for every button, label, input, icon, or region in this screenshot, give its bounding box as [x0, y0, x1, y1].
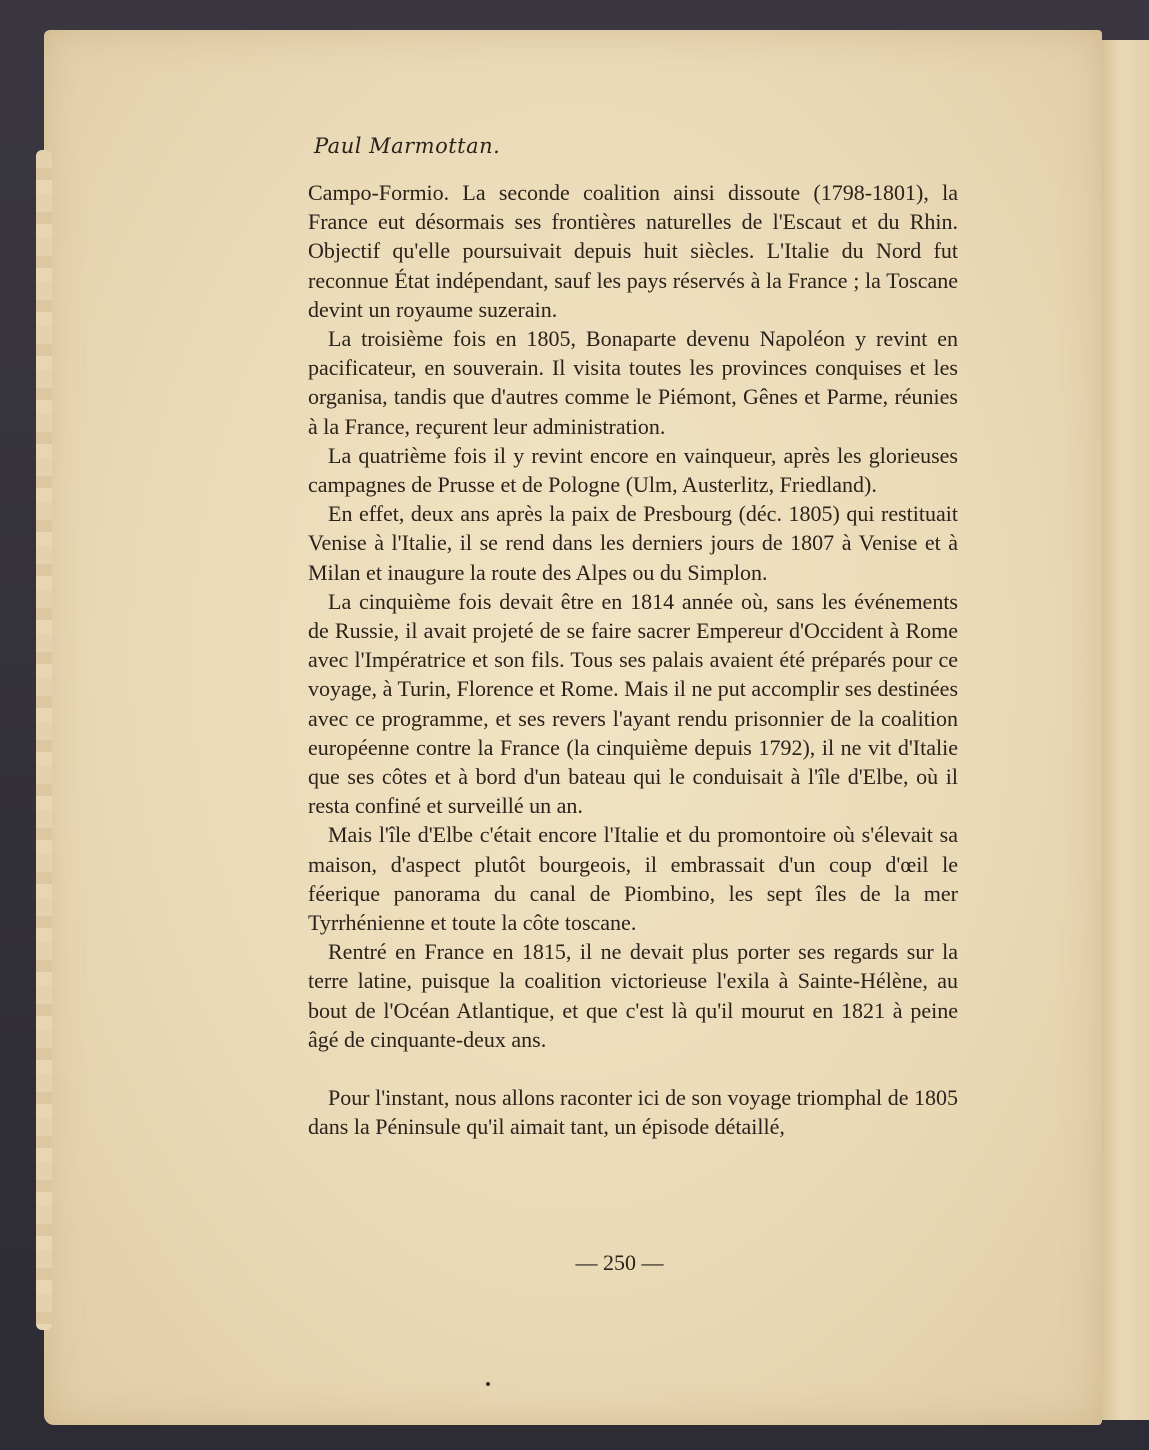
paragraph-4: En effet, deux ans après la paix de Presbourg (déc. 1805) qui restituait Venise à l'Italie, il se rend dans les derniers jours de 1807 à Venise et à Milan et inaugure la route des Alpes ou du Simplon. — [308, 501, 958, 585]
paragraph-5: La cinquième fois devait être en 1814 année où, sans les événements de Russie, il avait projeté de se faire sacrer Empereur d'Occident à Rome avec l'Impératrice et son fils. Tous ses palais avaient été préparés pour ce voyage, à Turin, Florence et Rome. Mais il ne put accomplir ses destinées avec ce programme, et ses revers l'ayant rendu prisonnier de la coalition européenne contre la France (la cinquième depuis 1792), il ne vit d'Italie que ses côtes et à bord d'un bateau qui le conduisait à l'île d'Elbe, où il resta confiné et surveillé un an. — [308, 588, 958, 819]
paragraph-8: Pour l'instant, nous allons raconter ici de son voyage triomphal de 1805 dans la Péninsule qu'il aimait tant, un épisode détaillé, — [308, 1085, 958, 1140]
paragraph-7: Rentré en France en 1815, il ne devait plus porter ses regards sur la terre latine, puisque la coalition victorieuse l'exila à Sainte-Hélène, au bout de l'Océan Atlantique, et que c'est là qu'il mourut en 1821 à peine âgé de cinquante-deux ans. — [308, 939, 958, 1052]
paragraph-6: Mais l'île d'Elbe c'était encore l'Italie et du promontoire où s'élevait sa maison, d'aspect plutôt bourgeois, il embrassait d'un coup d'œil le féerique panorama du canal de Piombino, les sept îles de la mer Tyrrhénienne et toute la côte toscane. — [308, 822, 958, 936]
paragraph-1: Campo-Formio. La seconde coalition ainsi dissoute (1798-1801), la France eut désormais ses frontières naturelles de l'Escaut et du Rhin. Objectif qu'elle poursuivait depuis huit siècles. L'Italie du Nord fut reconnue État indépendant, sauf les pays réservés à la France ; la Toscane devint un royaume suzerain. — [308, 180, 958, 322]
page-number: — 250 — — [575, 1250, 664, 1275]
ink-spot — [486, 1382, 490, 1386]
running-head: Paul Marmottan. — [314, 134, 501, 158]
body-text — [308, 178, 958, 1142]
paragraph-3: La quatrième fois il y revint encore en vainqueur, après les glorieuses campagnes de Prusse et de Pologne (Ulm, Austerlitz, Friedland). — [308, 442, 958, 498]
adjacent-page-edge — [1100, 40, 1149, 1420]
paragraph-2: La troisième fois en 1805, Bonaparte devenu Napoléon y revint en pacificateur, en souverain. Il visita toutes les provinces conquises et les organisa, tandis que d'autres comme le Piémont, Gênes et Parme, réunies à la France, reçurent leur administration. — [308, 326, 958, 439]
